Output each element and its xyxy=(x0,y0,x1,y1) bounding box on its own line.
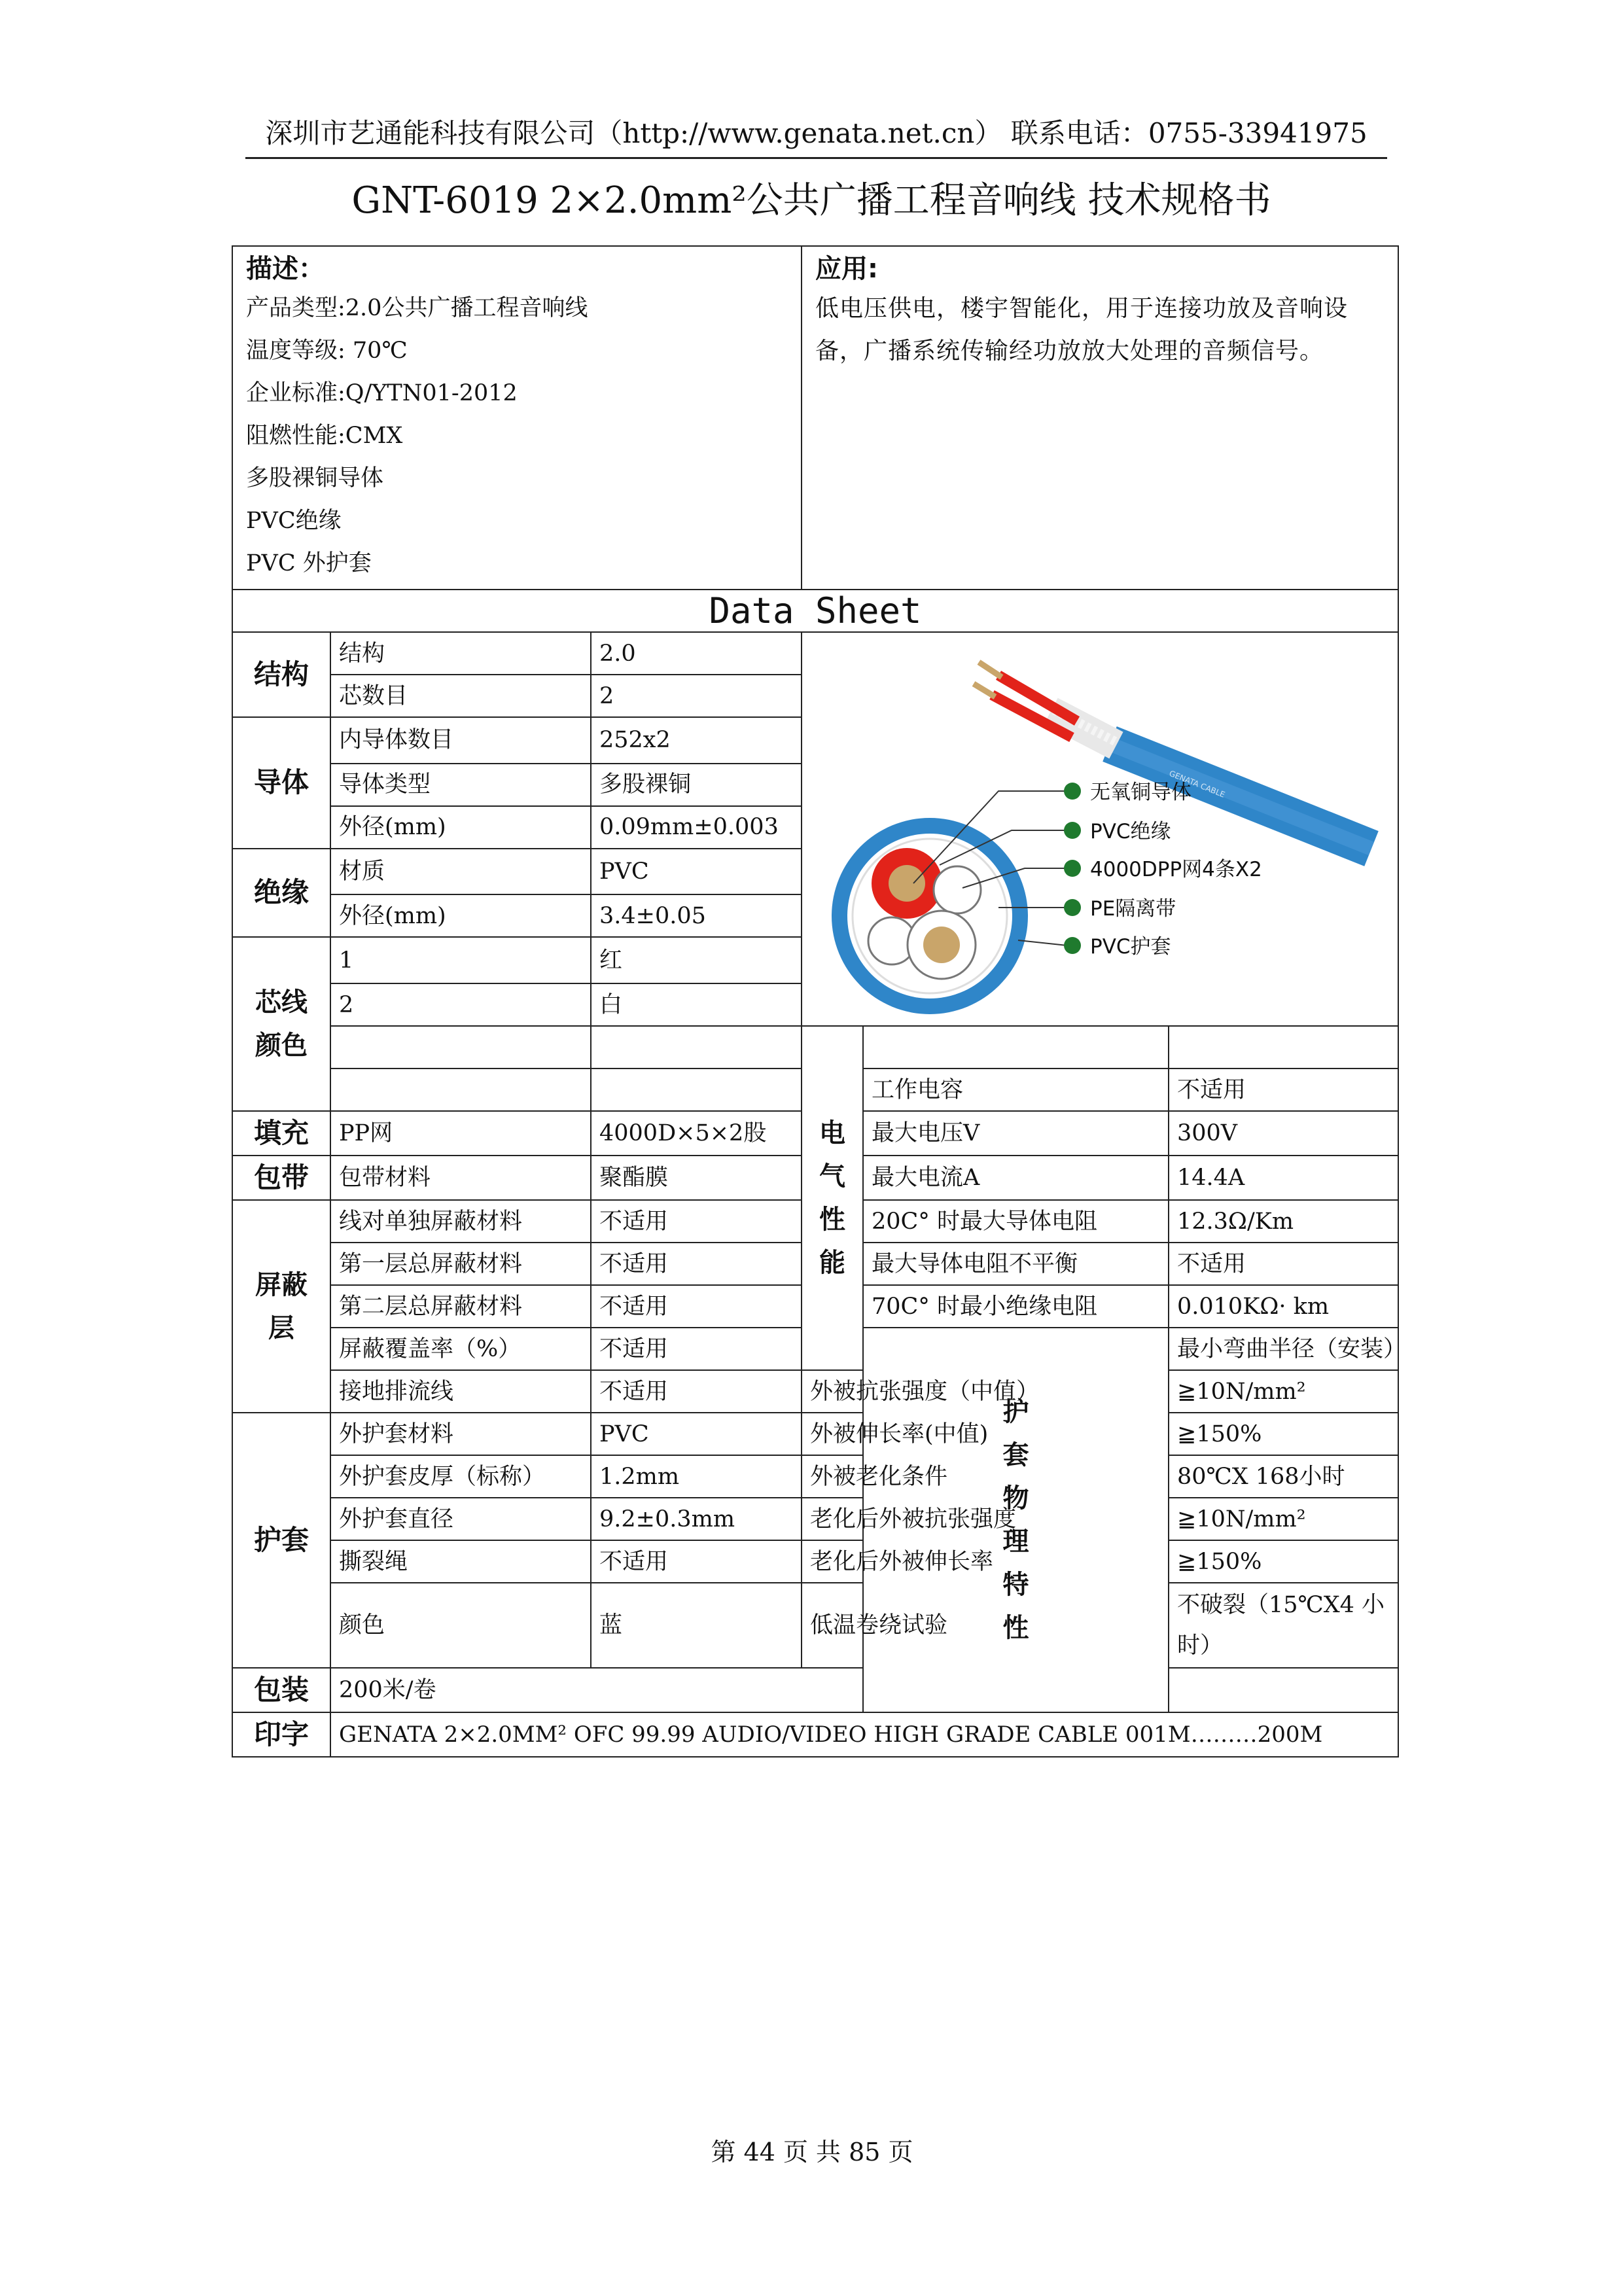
category-jacket-physical-char: 物 xyxy=(1002,1483,1029,1513)
category-electrical-char: 电 xyxy=(819,1118,845,1148)
spec-label: 工作电容 xyxy=(863,1069,1169,1111)
spec-value: ≧150% xyxy=(1169,1540,1398,1583)
spec-value: 2.0 xyxy=(591,632,802,675)
spec-value: 不适用 xyxy=(591,1285,802,1328)
description-line: 产品类型:2.0公共广播工程音响线 xyxy=(246,295,588,321)
spec-value: 不适用 xyxy=(591,1243,802,1285)
empty-cell xyxy=(1169,1026,1398,1069)
spec-label: 低温卷绕试验 xyxy=(802,1583,863,1668)
description-heading: 描述： xyxy=(246,254,325,284)
legend-dot xyxy=(1064,860,1081,877)
cable-side-view xyxy=(974,662,1371,849)
spec-value: 12.3Ω/Km xyxy=(1169,1200,1398,1243)
spec-value: 不适用 xyxy=(591,1370,802,1413)
spec-value: 4000D×5×2股 xyxy=(591,1111,802,1156)
description-cell xyxy=(232,246,802,590)
category-core-color-line: 颜色 xyxy=(255,1031,308,1061)
legend-conductor: 无氧铜导体 xyxy=(1090,781,1192,804)
spec-value: 14.4A xyxy=(1169,1156,1398,1200)
category-filler: 填充 xyxy=(232,1111,330,1156)
empty-cell xyxy=(591,1069,802,1111)
category-packaging: 包装 xyxy=(232,1668,330,1712)
spec-label: 老化后外被抗张强度 xyxy=(802,1498,863,1540)
category-jacket-physical-char: 特 xyxy=(1002,1570,1029,1600)
spec-label: 外径(mm) xyxy=(330,894,591,937)
description-line: 企业标准:Q/YTN01-2012 xyxy=(246,380,518,406)
category-jacket: 护套 xyxy=(232,1413,330,1668)
spec-value: 252x2 xyxy=(591,717,802,764)
category-shield-line: 屏蔽 xyxy=(255,1269,308,1300)
application-cell xyxy=(802,246,1398,590)
application-text: 低电压供电，楼宇智能化，用于连接功放及音响设备，广播系统传输经功放放大处理的音频信号。 xyxy=(815,295,1349,364)
category-jacket-physical-char: 性 xyxy=(1002,1613,1029,1643)
spec-value: 300V xyxy=(1169,1111,1398,1156)
category-wrap: 包带 xyxy=(232,1156,330,1200)
category-electrical-char: 性 xyxy=(819,1205,845,1235)
spec-value: 不适用 xyxy=(1169,1069,1398,1111)
description-line: 阻燃性能:CMX xyxy=(246,423,403,449)
page-footer: 第 44 页 共 85 页 xyxy=(711,2138,913,2166)
description-line: 温度等级: 70℃ xyxy=(246,338,408,364)
spec-label: 包带材料 xyxy=(330,1156,591,1200)
category-core-color-line: 芯线 xyxy=(255,987,308,1018)
cable-cross-section xyxy=(832,818,1028,1014)
description-line: 多股裸铜导体 xyxy=(246,465,384,491)
category-electrical-char: 能 xyxy=(819,1248,845,1278)
spec-label: 老化后外被伸长率 xyxy=(802,1540,863,1583)
category-structure: 结构 xyxy=(232,632,330,717)
cable-diagram xyxy=(802,633,1395,1025)
packaging-value: 200米/卷 xyxy=(330,1668,1398,1712)
spec-label: 2 xyxy=(330,983,591,1026)
legend-filler: 4000DPP网4条X2 xyxy=(1090,858,1262,881)
spec-value: 0.010KΩ· km xyxy=(1169,1285,1398,1328)
spec-label: 屏蔽覆盖率（%） xyxy=(330,1328,591,1370)
spec-value: PVC xyxy=(591,1413,802,1455)
spec-label: 芯数目 xyxy=(330,675,591,717)
filler-1 xyxy=(934,866,981,913)
spec-value: PVC xyxy=(591,849,802,895)
spec-value: 不破裂（15℃X4 小时） xyxy=(1169,1583,1398,1668)
spec-table xyxy=(232,245,1407,1757)
document-title: GNT-6019 2×2.0mm²公共广播工程音响线 技术规格书 xyxy=(351,179,1271,222)
spec-value: 聚酯膜 xyxy=(591,1156,802,1200)
copper-end-side xyxy=(979,662,1002,677)
legend-jacket: PVC护套 xyxy=(1090,935,1171,959)
copper-conductor-2 xyxy=(923,927,960,963)
cable-diagram-cell xyxy=(802,632,1398,1026)
spec-value: 不适用 xyxy=(591,1200,802,1243)
application-heading: 应用: xyxy=(815,254,878,284)
spec-label: 外被抗张强度（中值） xyxy=(802,1370,863,1413)
category-jacket-physical-char: 理 xyxy=(1002,1527,1029,1557)
legend-dot xyxy=(1064,937,1081,954)
spec-label: PP网 xyxy=(330,1111,591,1156)
marking-value: GENATA 2×2.0MM² OFC 99.99 AUDIO/VIDEO HIGH GRADE CABLE 001M………200M xyxy=(330,1712,1398,1757)
datasheet-title: Data Sheet xyxy=(232,590,1398,632)
spec-label: 第二层总屏蔽材料 xyxy=(330,1285,591,1328)
spec-label: 线对单独屏蔽材料 xyxy=(330,1200,591,1243)
spec-value: 不适用 xyxy=(591,1540,802,1583)
legend-insulation: PVC绝缘 xyxy=(1090,820,1171,843)
spec-label: 内导体数目 xyxy=(330,717,591,764)
spec-value: 多股裸铜 xyxy=(591,764,802,806)
spec-label: 外径(mm) xyxy=(330,806,591,849)
spec-label: 外护套材料 xyxy=(330,1413,591,1455)
spec-label: 20C° 时最大导体电阻 xyxy=(863,1200,1169,1243)
empty-cell xyxy=(330,1069,591,1111)
legend-dot xyxy=(1064,899,1081,916)
spec-label: 外护套直径 xyxy=(330,1498,591,1540)
empty-cell xyxy=(591,1026,802,1069)
spec-label: 导体类型 xyxy=(330,764,591,806)
category-electrical xyxy=(802,1026,863,1370)
spec-label: 最大电压V xyxy=(863,1111,1169,1156)
spec-label: 撕裂绳 xyxy=(330,1540,591,1583)
spec-value: 白 xyxy=(591,983,802,1026)
copper-conductor-1 xyxy=(889,865,925,902)
empty-cell xyxy=(863,1026,1169,1069)
legend-dot xyxy=(1064,783,1081,800)
spec-value: 9.2±0.3mm xyxy=(591,1498,802,1540)
category-insulation: 绝缘 xyxy=(232,849,330,938)
spec-label: 接地排流线 xyxy=(330,1370,591,1413)
spec-value: 1.2mm xyxy=(591,1455,802,1498)
legend-tape: PE隔离带 xyxy=(1090,897,1176,921)
spec-label: 最大导体电阻不平衡 xyxy=(863,1243,1169,1285)
spec-value: ≧10N/mm² xyxy=(1169,1370,1398,1413)
empty-cell xyxy=(330,1026,591,1069)
spec-label: 外被伸长率(中值) xyxy=(802,1413,863,1455)
description-line: PVC 外护套 xyxy=(246,550,372,576)
category-jacket-physical-char: 护 xyxy=(1002,1397,1029,1427)
cable-print-label: GENATA CABLE xyxy=(1167,768,1227,800)
spec-label: 外被老化条件 xyxy=(802,1455,863,1498)
description-line: PVC绝缘 xyxy=(246,508,342,534)
spec-value: ≧150% xyxy=(1169,1413,1398,1455)
category-conductor: 导体 xyxy=(232,717,330,849)
spec-value: 0.09mm±0.003 xyxy=(591,806,802,849)
spec-label: 外护套皮厚（标称） xyxy=(330,1455,591,1498)
spec-value: 红 xyxy=(591,937,802,983)
spec-label: 最大电流A xyxy=(863,1156,1169,1200)
spec-label: 最小弯曲半径（安装） xyxy=(1169,1328,1398,1370)
spec-value: 80℃X 168小时 xyxy=(1169,1455,1398,1498)
spec-label: 第一层总屏蔽材料 xyxy=(330,1243,591,1285)
spec-value: 不适用 xyxy=(591,1328,802,1370)
category-marking: 印字 xyxy=(232,1712,330,1757)
spec-label: 结构 xyxy=(330,632,591,675)
spec-value: 2 xyxy=(591,675,802,717)
spec-value: 3.4±0.05 xyxy=(591,894,802,937)
category-core-color xyxy=(232,937,330,1111)
page-header: 深圳市艺通能科技有限公司（http://www.genata.net.cn） 联系电话：0755-33941975 xyxy=(245,110,1387,159)
legend-dot xyxy=(1064,822,1081,839)
spec-label: 1 xyxy=(330,937,591,983)
spec-value: 不适用 xyxy=(1169,1243,1398,1285)
spec-label: 70C° 时最小绝缘电阻 xyxy=(863,1285,1169,1328)
category-shield xyxy=(232,1200,330,1413)
spec-value: ≧10N/mm² xyxy=(1169,1498,1398,1540)
category-electrical-char: 气 xyxy=(819,1161,845,1192)
spec-value: 蓝 xyxy=(591,1583,802,1668)
category-jacket-physical-char: 套 xyxy=(1002,1440,1029,1470)
spec-label: 材质 xyxy=(330,849,591,895)
category-shield-line: 层 xyxy=(268,1313,294,1343)
spec-label: 颜色 xyxy=(330,1583,591,1668)
